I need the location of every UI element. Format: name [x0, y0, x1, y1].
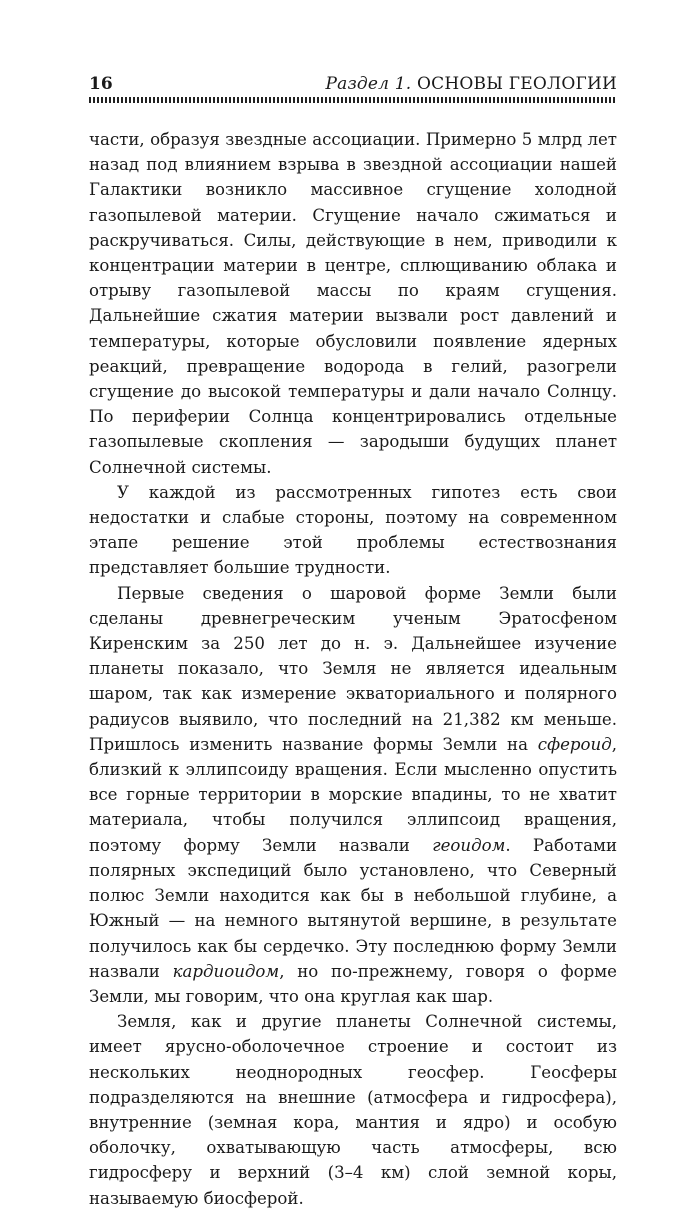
section-label: Раздел 1. [325, 74, 412, 94]
paragraph-3-part-2: , близкий к эллипсоиду вращения. Если мысленно опустить все горные территории в морские впадины, то не хватит материала, чтобы получился эллипсоид вращения, поэтому форму Земли назвали [89, 734, 617, 855]
section-title [325, 74, 617, 94]
header-rule [89, 97, 617, 103]
paragraph-3-part-1: Первые сведения о шаровой форме Земли были сделаны древнегреческим ученым Эратосфеном Киренским за 250 лет до н. э. Дальнейшее изучение планеты показало, что Земля не является идеальным шаром, так как измерение экваториального и полярного радиусов выявило, что последний на 21,382 км меньше. Пришлось изменить название формы Земли на [89, 583, 617, 754]
term-cardioid: кардиоидом [172, 961, 280, 981]
running-header [89, 70, 617, 94]
paragraph-3-part-4: , но по-прежнему, говоря о форме Земли, мы говорим, что она круглая как шар. [89, 961, 617, 1006]
paragraph-3 [89, 581, 617, 1009]
paragraph-3-part-3: . Работами полярных экспедиций было установлено, что Северный полюс Земли находится как бы в небольшой глубине, а Южный — на немного вытянутой вершине, в результате получилось как бы сердечко. Эту последнюю форму Земли назвали [89, 835, 618, 981]
section-name: ОСНОВЫ ГЕОЛОГИИ [417, 74, 617, 94]
term-spheroid: сфероид [537, 734, 612, 754]
paragraph-4: Земля, как и другие планеты Солнечной системы, имеет ярусно-оболочечное строение и состоит из нескольких неоднородных геосфер. Геосферы подразделяются на внешние (атмосфера и гидросфера), внутренние (земная кора, мантия и ядро) и особую оболочку, охватывающую часть атмосферы, всю гидросферу и верхний (3–4 км) слой земной коры, называемую биосферой. [89, 1012, 617, 1208]
paragraph-1: части, образуя звездные ассоциации. Примерно 5 млрд лет назад под влиянием взрыва в звездной ассоциации нашей Галактики возникло массивное сгущение холодной газопылевой материи. Сгущение начало сжиматься и раскручиваться. Силы, действующие в нем, приводили к концентрации материи в центре, сплющиванию облака и отрыву газопылевой массы по краям сгущения. Дальнейшие сжатия материи вызвали рост давлений и температуры, которые обусловили появление ядерных реакций, превращение водорода в гелий, разогрели сгущение до высокой температуры и дали начало Солнцу. По периферии Солнца концентрировались отдельные газопылевые скопления — зародыши будущих планет Солнечной системы. [89, 130, 617, 477]
term-geoid: геоидом [432, 835, 506, 855]
page-number: 16 [89, 74, 113, 94]
paragraph-2: У каждой из рассмотренных гипотез есть свои недостатки и слабые стороны, поэтому на современном этапе решение этой проблемы естествознания представляет большие трудности. [89, 482, 617, 578]
body-text [89, 127, 617, 1211]
